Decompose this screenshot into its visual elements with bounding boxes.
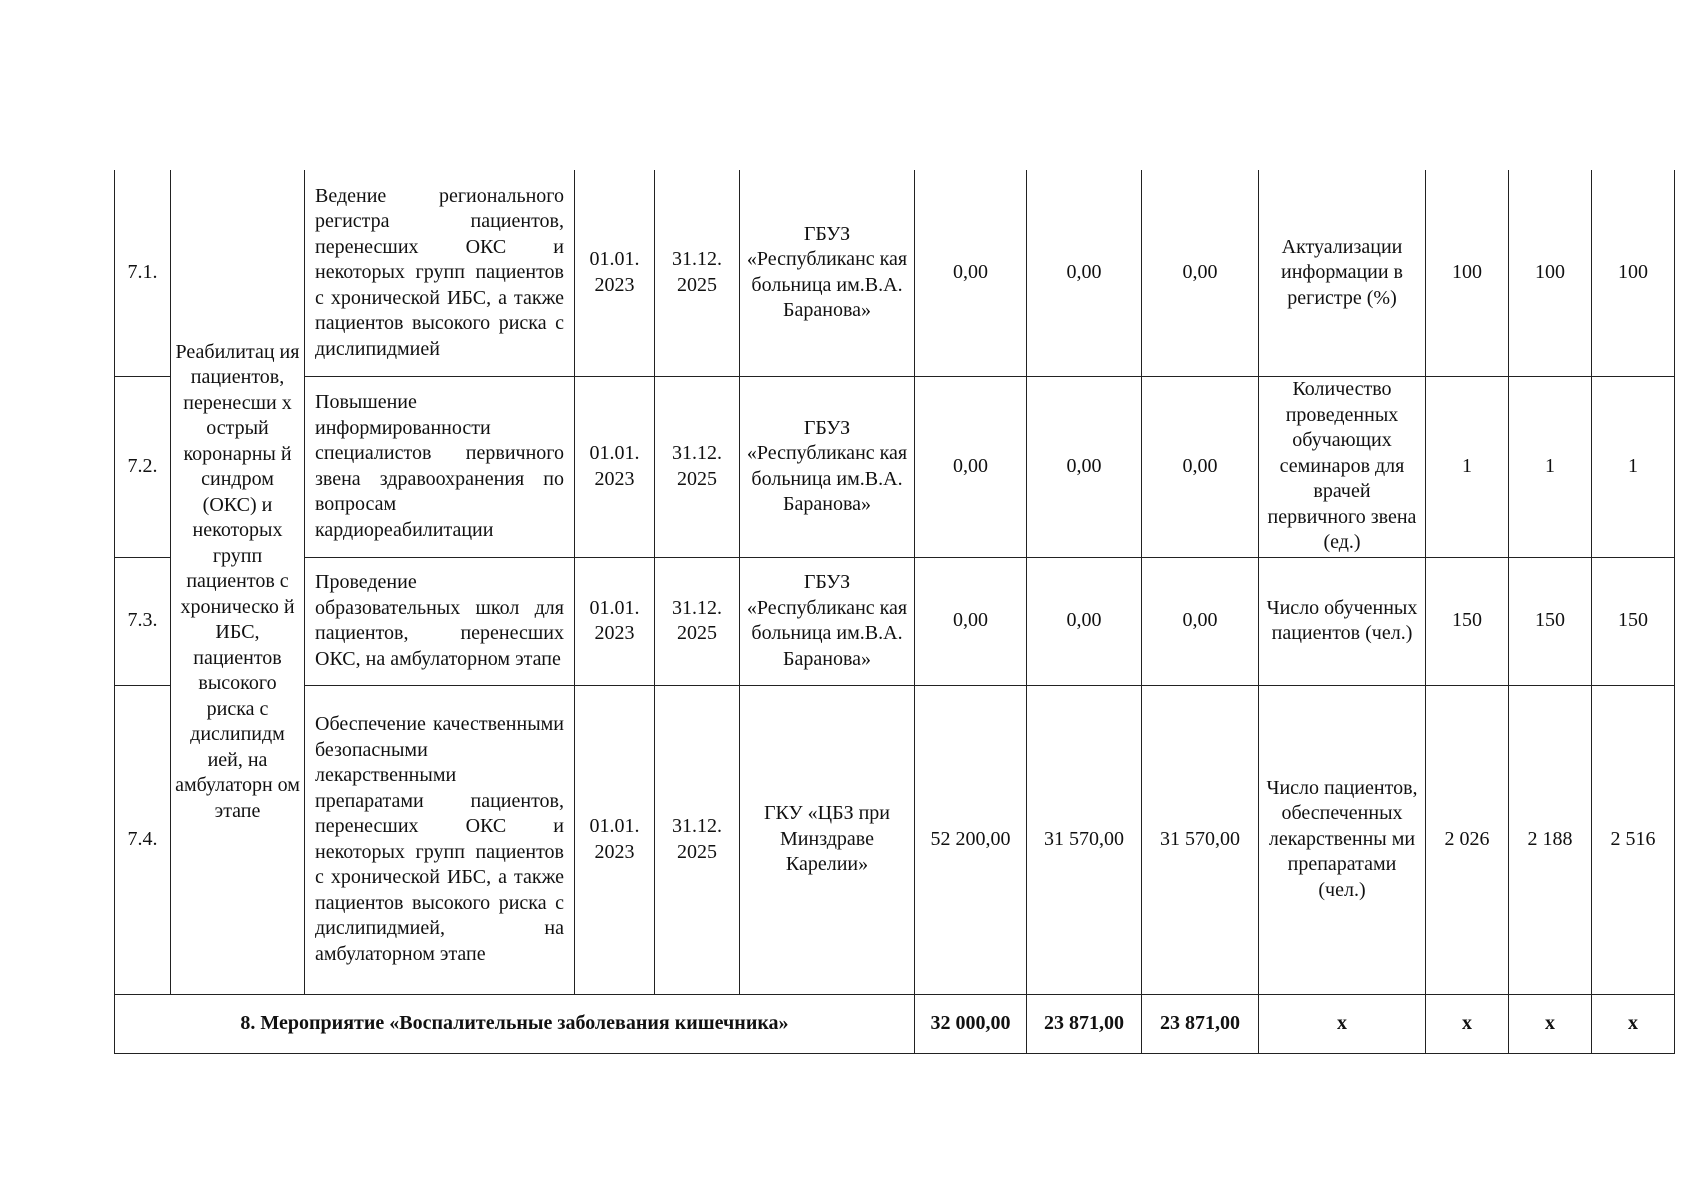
indicator-value-2024: 100 xyxy=(1509,170,1592,376)
group-name-cell: Реабилитац ия пациентов, перенесши х острый коронарны й синдром (ОКС) и некоторых групп пациентов с хроническо й ИБС, пациентов высокого риска с дислипидм ией, на амбулаторн ом этапе xyxy=(171,170,305,994)
total-value-2025: х xyxy=(1592,994,1675,1053)
funding-2025: 0,00 xyxy=(1142,376,1259,557)
table-row xyxy=(115,376,1675,557)
start-date: 01.01. 2023 xyxy=(575,170,655,376)
indicator-value-2025: 150 xyxy=(1592,557,1675,685)
start-date: 01.01. 2023 xyxy=(575,376,655,557)
funding-2023: 52 200,00 xyxy=(915,685,1027,994)
row-number: 7.2. xyxy=(115,376,171,557)
end-date: 31.12. 2025 xyxy=(655,376,740,557)
total-value-2024: х xyxy=(1509,994,1592,1053)
total-value-2023: х xyxy=(1426,994,1509,1053)
total-funding-2023: 32 000,00 xyxy=(915,994,1027,1053)
executor: ГКУ «ЦБЗ при Минздраве Карелии» xyxy=(740,685,915,994)
table-row xyxy=(115,170,1675,376)
executor: ГБУЗ «Республиканс кая больница им.В.А. Баранова» xyxy=(740,170,915,376)
start-date: 01.01. 2023 xyxy=(575,557,655,685)
row-number: 7.1. xyxy=(115,170,171,376)
total-indicator: х xyxy=(1259,994,1426,1053)
funding-2023: 0,00 xyxy=(915,170,1027,376)
indicator-value-2025: 2 516 xyxy=(1592,685,1675,994)
total-funding-2025: 23 871,00 xyxy=(1142,994,1259,1053)
measure-name: Проведение образовательных школ для пациентов, перенесших ОКС, на амбулаторном этапе xyxy=(305,557,575,685)
indicator: Число обученных пациентов (чел.) xyxy=(1259,557,1426,685)
indicator-value-2024: 150 xyxy=(1509,557,1592,685)
measure-name: Обеспечение качественными безопасными лекарственными препаратами пациентов, перенесших ОКС и некоторых групп пациентов с хронической ИБС, а также пациентов высокого риска с дислипидмией, на амбулаторном этапе xyxy=(305,685,575,994)
indicator-value-2023: 1 xyxy=(1426,376,1509,557)
indicator: Число пациентов, обеспеченных лекарственны ми препаратами (чел.) xyxy=(1259,685,1426,994)
funding-2024: 0,00 xyxy=(1027,376,1142,557)
funding-2024: 31 570,00 xyxy=(1027,685,1142,994)
indicator: Количество проведенных обучающих семинаров для врачей первичного звена (ед.) xyxy=(1259,376,1426,557)
funding-2025: 0,00 xyxy=(1142,170,1259,376)
indicator-value-2023: 150 xyxy=(1426,557,1509,685)
executor: ГБУЗ «Республиканс кая больница им.В.А. Баранова» xyxy=(740,376,915,557)
end-date: 31.12. 2025 xyxy=(655,170,740,376)
total-label: 8. Мероприятие «Воспалительные заболевания кишечника» xyxy=(115,994,915,1053)
executor: ГБУЗ «Республиканс кая больница им.В.А. Баранова» xyxy=(740,557,915,685)
table-row xyxy=(115,685,1675,994)
program-table xyxy=(114,170,1675,1054)
indicator-value-2023: 100 xyxy=(1426,170,1509,376)
measure-name: Ведение регионального регистра пациентов, перенесших ОКС и некоторых групп пациентов с хронической ИБС, а также пациентов высокого риска с дислипидмией xyxy=(305,170,575,376)
funding-2024: 0,00 xyxy=(1027,557,1142,685)
row-number: 7.4. xyxy=(115,685,171,994)
indicator-value-2024: 1 xyxy=(1509,376,1592,557)
funding-2025: 31 570,00 xyxy=(1142,685,1259,994)
measure-name: Повышение информированности специалистов первичного звена здравоохранения по вопросам кардиореабилитации xyxy=(305,376,575,557)
funding-2024: 0,00 xyxy=(1027,170,1142,376)
end-date: 31.12. 2025 xyxy=(655,685,740,994)
funding-2023: 0,00 xyxy=(915,376,1027,557)
end-date: 31.12. 2025 xyxy=(655,557,740,685)
indicator: Актуализации информации в регистре (%) xyxy=(1259,170,1426,376)
total-funding-2024: 23 871,00 xyxy=(1027,994,1142,1053)
start-date: 01.01. 2023 xyxy=(575,685,655,994)
indicator-value-2024: 2 188 xyxy=(1509,685,1592,994)
indicator-value-2025: 1 xyxy=(1592,376,1675,557)
funding-2025: 0,00 xyxy=(1142,557,1259,685)
indicator-value-2023: 2 026 xyxy=(1426,685,1509,994)
indicator-value-2025: 100 xyxy=(1592,170,1675,376)
funding-2023: 0,00 xyxy=(915,557,1027,685)
total-row xyxy=(115,994,1675,1053)
table-row xyxy=(115,557,1675,685)
row-number: 7.3. xyxy=(115,557,171,685)
